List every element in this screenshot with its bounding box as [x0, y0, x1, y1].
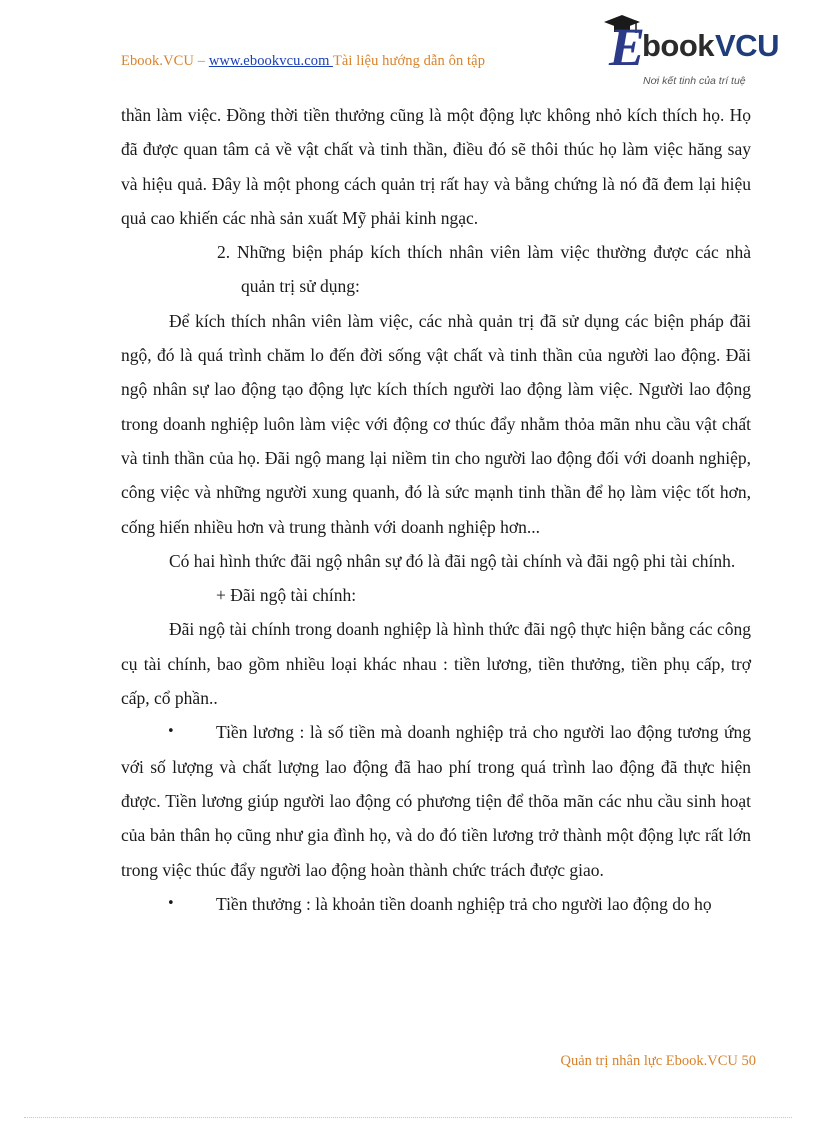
header-subtitle: Tài liệu hướng dẫn ôn tập [332, 53, 486, 69]
logo-letter-e: E [609, 17, 646, 77]
paragraph-1: thần làm việc. Đồng thời tiền thưởng cũng là một động lực không nhỏ kích thích họ. Họ đã được quan tâm cả về vật chất và tinh thần, điều đó sẽ thôi thúc họ làm việc hăng say và hiệu quả. Đây là một phong cách quản trị rất hay và bằng chứng là nó đã đem lại hiệu quả cao khiến các nhà sản xuất Mỹ phải kinh ngạc. [121, 105, 751, 228]
page-header [121, 53, 485, 70]
bullet-icon: • [167, 895, 175, 911]
document-body [121, 98, 751, 921]
section-heading-2: 2. Những biện pháp kích thích nhân viên làm việc thường được các nhà quản trị sử dụng: [217, 242, 751, 297]
header-url-link[interactable]: www.ebookvcu.com [208, 53, 333, 69]
header-separator: – [194, 53, 209, 69]
bullet-item-salary [121, 715, 751, 886]
paragraph-4: Đãi ngộ tài chính trong doanh nghiệp là hình thức đãi ngộ thực hiện bằng các công cụ tài chính, bao gồm nhiều loại khác nhau : tiền lương, tiền thưởng, tiền phụ cấp, trợ cấp, cổ phần.. [121, 619, 751, 709]
page-bottom-divider [24, 1117, 792, 1118]
subheading-financial: + Đãi ngộ tài chính: [216, 585, 357, 606]
page-footer: Quản trị nhân lực Ebook.VCU 50 [560, 1053, 756, 1069]
paragraph-3: Có hai hình thức đãi ngộ nhân sự đó là đãi ngộ tài chính và đãi ngộ phi tài chính. [169, 550, 736, 571]
bullet-icon: • [167, 724, 175, 740]
logo-vcu-text: VCU [715, 28, 779, 63]
bullet-item-bonus [121, 887, 751, 921]
bullet-text-bonus: Tiền thưởng : là khoản tiền doanh nghiệp trả cho người lao động do họ [216, 893, 712, 914]
ebookvcu-logo [600, 14, 780, 92]
bullet-text-salary: Tiền lương : là số tiền mà doanh nghiệp trả cho người lao động tương ứng với số lượng và chất lượng lao động đã hao phí trong quá trình lao động đã thực hiện được. Tiền lương giúp người lao động có phương tiện để thõa mãn các nhu cầu sinh hoạt của bản thân họ cũng như gia đình họ, và do đó tiền lương trở thành một động lực rất lớn trong việc thúc đẩy người lao động hoàn thành chức trách được giao. [121, 722, 751, 880]
logo-slogan: Nơi kết tinh của trí tuệ [643, 75, 746, 87]
header-site-name: Ebook.VCU [121, 53, 194, 69]
paragraph-2: Để kích thích nhân viên làm việc, các nhà quản trị đã sử dụng các biện pháp đãi ngộ, đó là quá trình chăm lo đến đời sống vật chất và tinh thần của người lao động. Đãi ngộ nhân sự lao động tạo động lực kích thích người lao động làm việc. Người lao động trong doanh nghiệp luôn làm việc với động cơ thúc đẩy nhằm thỏa mãn nhu cầu vật chất và tinh thần của họ. Đãi ngộ mang lại niềm tin cho người lao động đối với doanh nghiệp, công việc và những người xung quanh, đó là sức mạnh tinh thần để họ làm việc tốt hơn, cống hiến nhiều hơn và trung thành với doanh nghiệp hơn... [121, 310, 751, 537]
logo-book-text: book [642, 28, 715, 63]
